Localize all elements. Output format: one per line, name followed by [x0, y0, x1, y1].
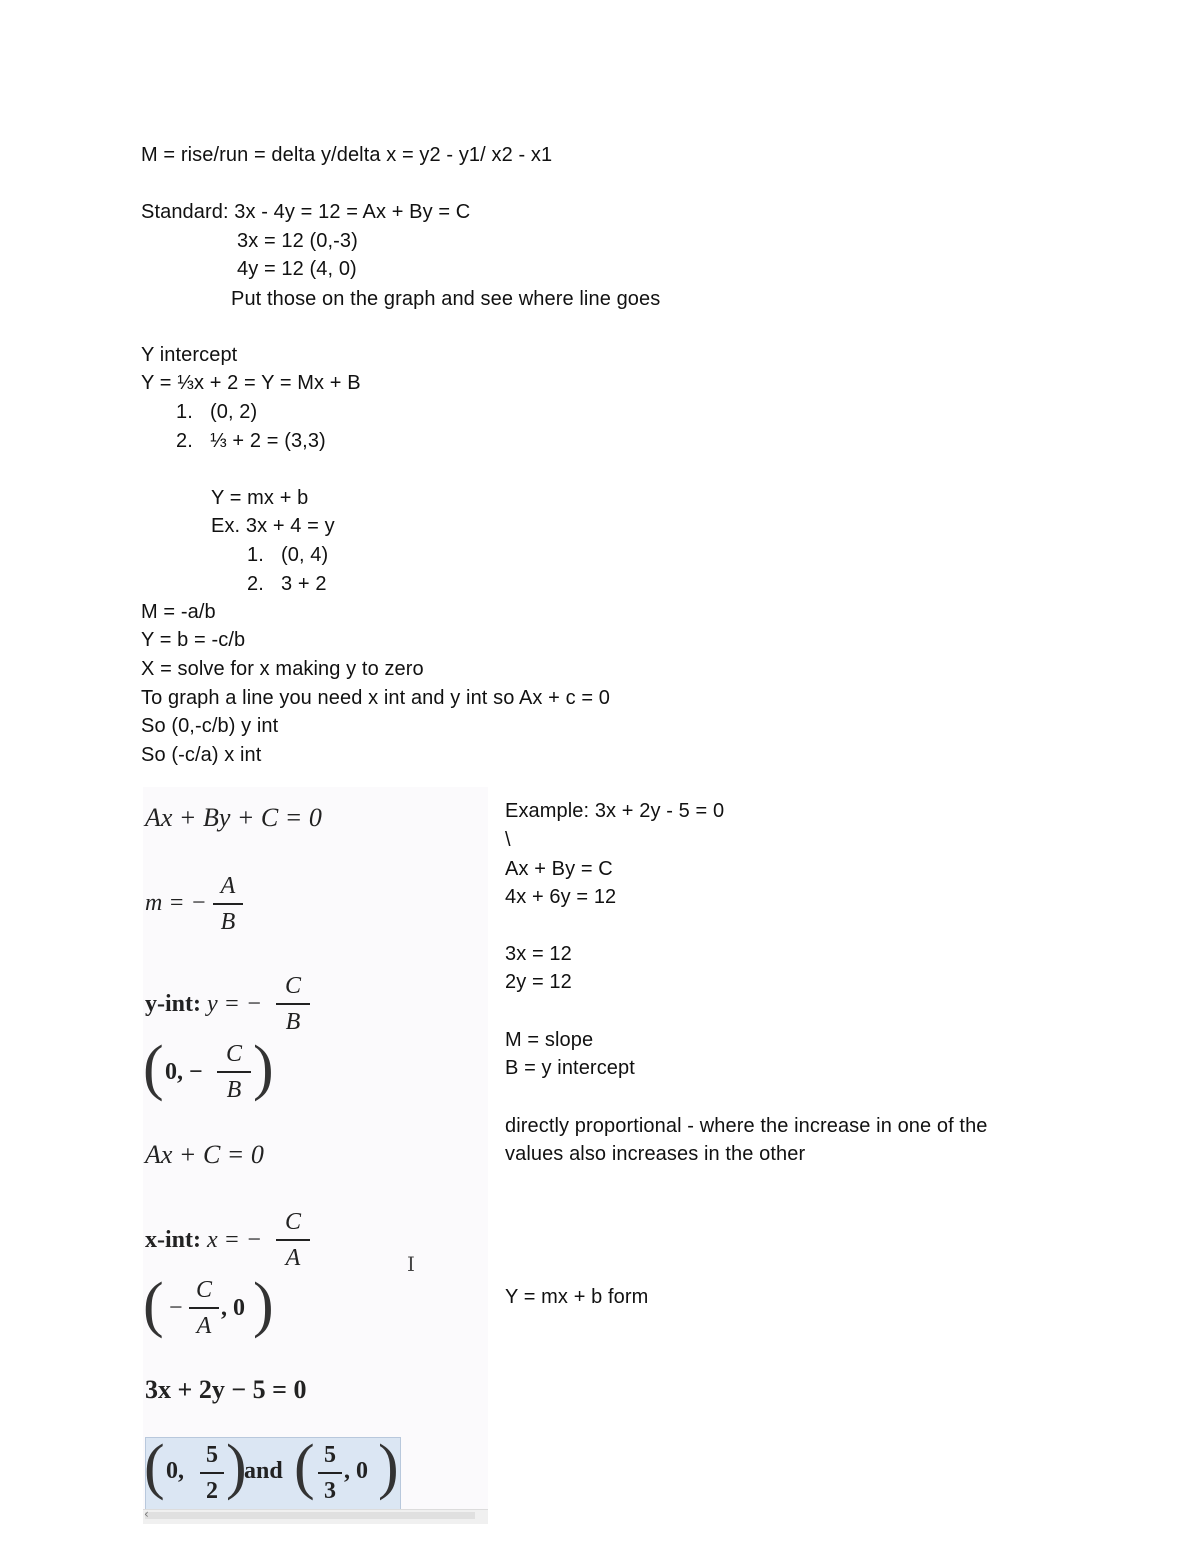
slope-prefix: m = −	[145, 890, 207, 916]
ypoint-prefix: 0, −	[165, 1059, 203, 1085]
b-intercept-line: B = y intercept	[505, 1057, 635, 1079]
so-x-int: So (-c/a) x int	[141, 744, 262, 766]
example-title: Example: 3x + 2y - 5 = 0	[505, 800, 725, 822]
answer-denominator-1: 2	[206, 1477, 218, 1504]
ymxb-form-line: Y = mx + b form	[505, 1286, 649, 1308]
backslash-line: \	[505, 829, 511, 851]
list-item	[247, 543, 328, 567]
fraction-bar	[213, 903, 243, 905]
horizontal-scrollbar[interactable]	[143, 1509, 488, 1524]
list-text: 3 + 2	[281, 573, 327, 595]
fraction-bar	[217, 1071, 251, 1073]
yint-variable: y = −	[207, 991, 263, 1017]
standard-form-line: Standard: 3x - 4y = 12 = Ax + By = C	[141, 201, 471, 223]
right-paren-icon: )	[253, 1034, 274, 1102]
left-paren-icon: (	[144, 1433, 165, 1501]
eq-4x6y: 4x + 6y = 12	[505, 886, 617, 908]
answer-denominator-2: 3	[324, 1477, 336, 1504]
m-formula: M = -a/b	[141, 601, 216, 623]
answer-numerator-1: 5	[206, 1442, 218, 1468]
list-text: ⅓ + 2 = (3,3)	[210, 430, 326, 452]
right-paren-icon: )	[378, 1433, 399, 1501]
xint-numerator: C	[284, 1209, 301, 1235]
yint-label: y-int:	[145, 991, 201, 1017]
m-slope-line: M = slope	[505, 1029, 594, 1051]
left-paren-icon: (	[294, 1433, 315, 1501]
example-equation-image	[145, 1375, 306, 1405]
xint-label: x-int:	[145, 1227, 201, 1253]
math-formula-image	[143, 787, 488, 1524]
list-number: 2.	[176, 430, 193, 452]
fraction-bar	[318, 1472, 342, 1474]
xint-fraction	[276, 1207, 310, 1273]
x-formula: X = solve for x making y to zero	[141, 658, 424, 680]
scrollbar-thumb[interactable]	[145, 1512, 475, 1519]
xpoint-minus: −	[169, 1295, 183, 1321]
xint-denominator: A	[285, 1244, 301, 1271]
right-paren-icon: )	[226, 1433, 247, 1501]
answer-and: and	[244, 1458, 283, 1484]
answer-fraction-2	[318, 1440, 342, 1506]
yint-denominator: B	[285, 1008, 301, 1035]
xpoint-numerator: C	[195, 1277, 212, 1303]
ypoint-denominator: B	[226, 1076, 242, 1103]
eq-3x: 3x = 12	[505, 943, 572, 965]
xpoint-denominator: A	[196, 1312, 212, 1339]
xpoint-fraction	[189, 1275, 219, 1341]
example-equation-text: 3x + 2y − 5 = 0	[145, 1375, 307, 1404]
general-form-equation: Ax + By + C = 0	[145, 803, 322, 832]
list-number: 2.	[247, 573, 264, 595]
ypoint-fraction	[217, 1039, 251, 1105]
axbyc-line: Ax + By = C	[505, 858, 613, 880]
ypoint-numerator: C	[225, 1041, 242, 1067]
list-number: 1.	[247, 544, 264, 566]
xint-row	[145, 1227, 262, 1254]
answer-highlight-box	[144, 1433, 401, 1511]
y-intercept-heading: Y intercept	[141, 344, 238, 366]
y-formula: Y = b = -c/b	[141, 629, 246, 651]
slope-numerator: A	[220, 873, 236, 899]
left-paren-icon: (	[143, 1271, 164, 1339]
xpoint-suffix: , 0	[221, 1295, 245, 1321]
slope-definition: M = rise/run = delta y/delta x = y2 - y1/ x2 - x1	[141, 144, 553, 166]
list-number: 1.	[176, 401, 193, 423]
fraction-bar	[189, 1307, 219, 1309]
list-item	[176, 429, 326, 453]
list-text: (0, 2)	[210, 401, 258, 423]
y-intercept-equation: Y = ⅓x + 2 = Y = Mx + B	[141, 372, 361, 394]
proportional-line-1: directly proportional - where the increase in one of the	[505, 1115, 988, 1137]
list-text: (0, 4)	[281, 544, 329, 566]
yint-row	[145, 991, 262, 1018]
slope-fraction	[213, 871, 243, 937]
xint-variable: x = −	[207, 1227, 263, 1253]
proportional-line-2: values also increases in the other	[505, 1143, 806, 1165]
ax-c-equation: Ax + C = 0	[145, 1140, 264, 1169]
answer-suffix: , 0	[344, 1458, 368, 1484]
yint-fraction	[276, 971, 310, 1037]
fraction-bar	[200, 1472, 224, 1474]
answer-prefix: 0,	[166, 1458, 184, 1484]
so-y-int: So (0,-c/b) y int	[141, 715, 279, 737]
example-line: Ex. 3x + 4 = y	[211, 515, 335, 537]
answer-numerator-2: 5	[324, 1442, 336, 1468]
right-paren-icon: )	[253, 1271, 274, 1339]
graph-note: To graph a line you need x int and y int so Ax + c = 0	[141, 687, 611, 709]
ymxb-line: Y = mx + b	[211, 487, 309, 509]
text-cursor-icon: I	[407, 1252, 415, 1276]
eq-2y: 2y = 12	[505, 971, 572, 993]
fraction-bar	[276, 1003, 310, 1005]
answer-fraction-1	[200, 1440, 224, 1506]
slope-denominator: B	[220, 908, 236, 935]
standard-step-2: 4y = 12 (4, 0)	[237, 258, 357, 280]
scroll-left-icon[interactable]: ‹	[144, 1507, 149, 1521]
standard-step-3: Put those on the graph and see where line goes	[231, 288, 661, 310]
fraction-bar	[276, 1239, 310, 1241]
list-item	[176, 400, 257, 424]
list-item	[247, 572, 327, 596]
yint-numerator: C	[284, 973, 301, 999]
standard-step-1: 3x = 12 (0,-3)	[237, 230, 358, 252]
left-paren-icon: (	[143, 1034, 164, 1102]
